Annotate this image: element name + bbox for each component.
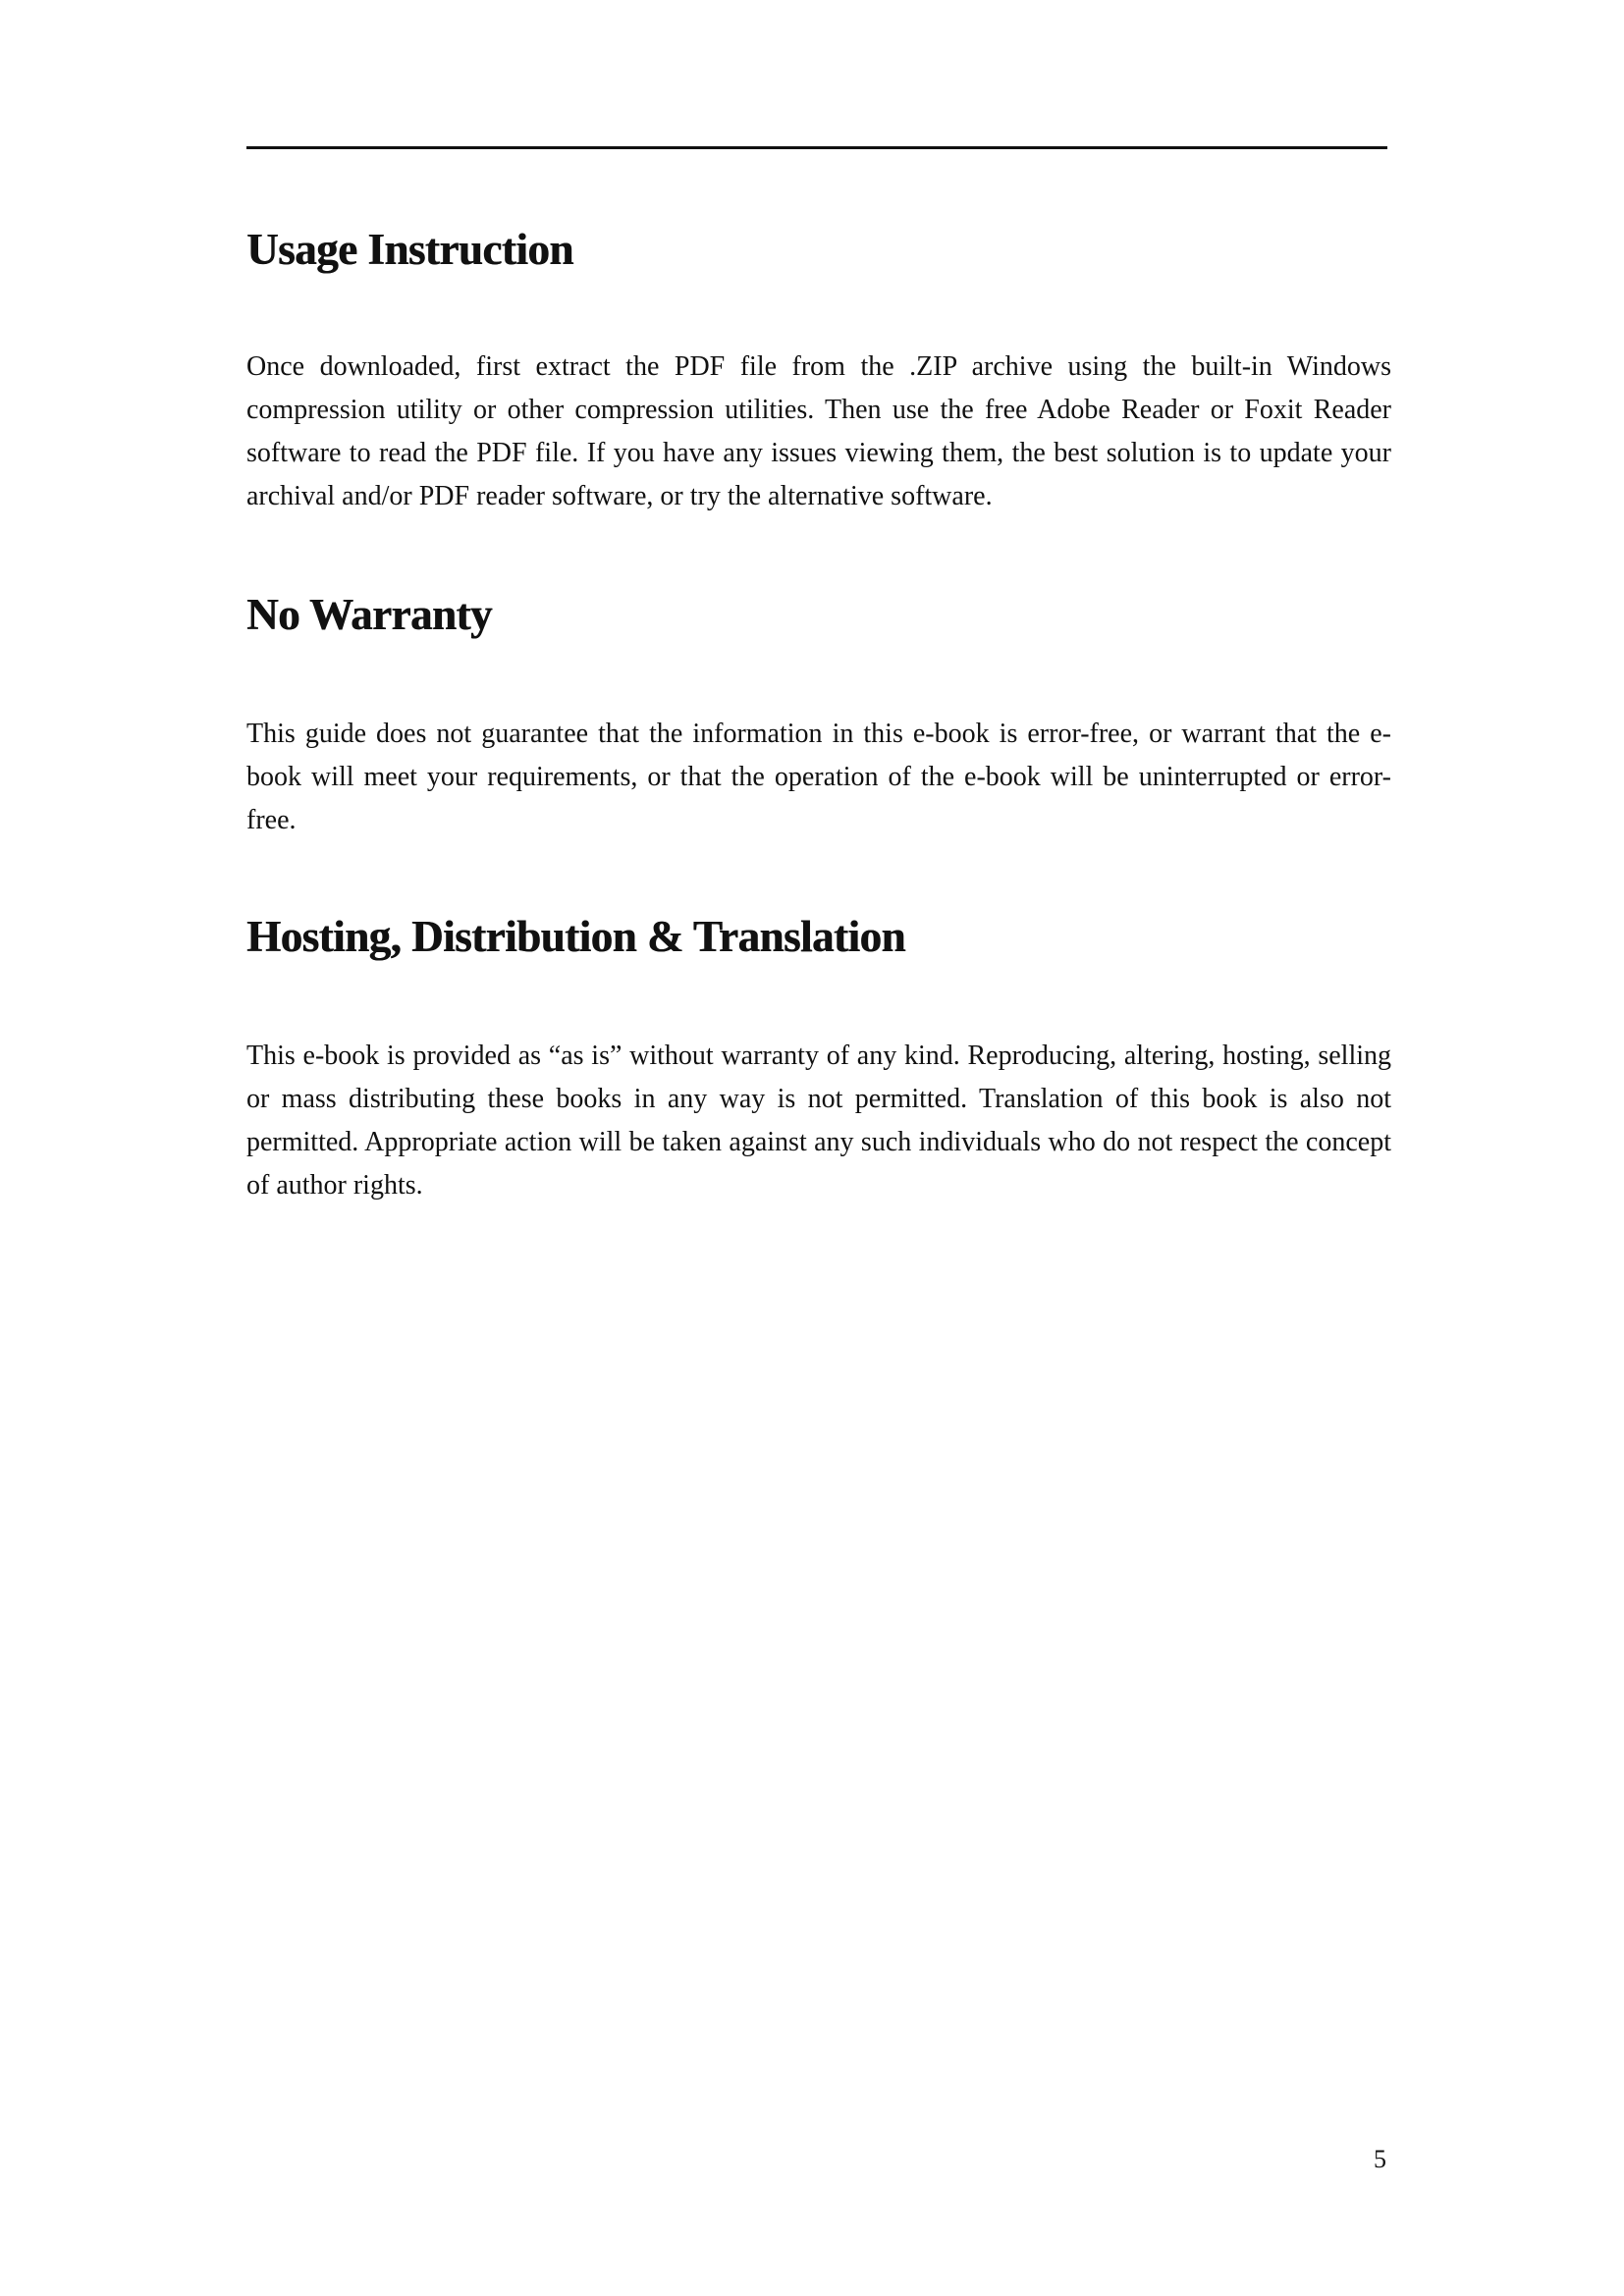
paragraph-usage-instruction: Once downloaded, first extract the PDF file from the .ZIP archive using the built-in Windows compression utility or other compression utilities. Then use the free Adobe Reader or Foxit Reader software to read the PDF file. If you have any issues viewing them, the best solution is to update your archival and/or PDF reader software, or try the alternative software.: [246, 351, 1391, 511]
heading-hosting-distribution-translation: Hosting, Distribution & Translation: [246, 912, 905, 961]
header-rule: [246, 146, 1387, 149]
heading-no-warranty: No Warranty: [246, 590, 492, 639]
heading-usage-instruction: Usage Instruction: [246, 225, 573, 274]
paragraph-no-warranty: This guide does not guarantee that the information in this e-book is error-free, or warrant that the e-book will meet your requirements, or that the operation of the e-book will be uninterrupted or error-free.: [246, 719, 1391, 835]
paragraph-hosting-distribution-translation: This e-book is provided as “as is” without warranty of any kind. Reproducing, altering, hosting, selling or mass distributing these books in any way is not permitted. Translation of this book is also not permitted. Appropriate action will be taken against any such individuals who do not respect the concept of author rights.: [246, 1041, 1391, 1201]
page-number: 5: [1374, 2145, 1386, 2173]
